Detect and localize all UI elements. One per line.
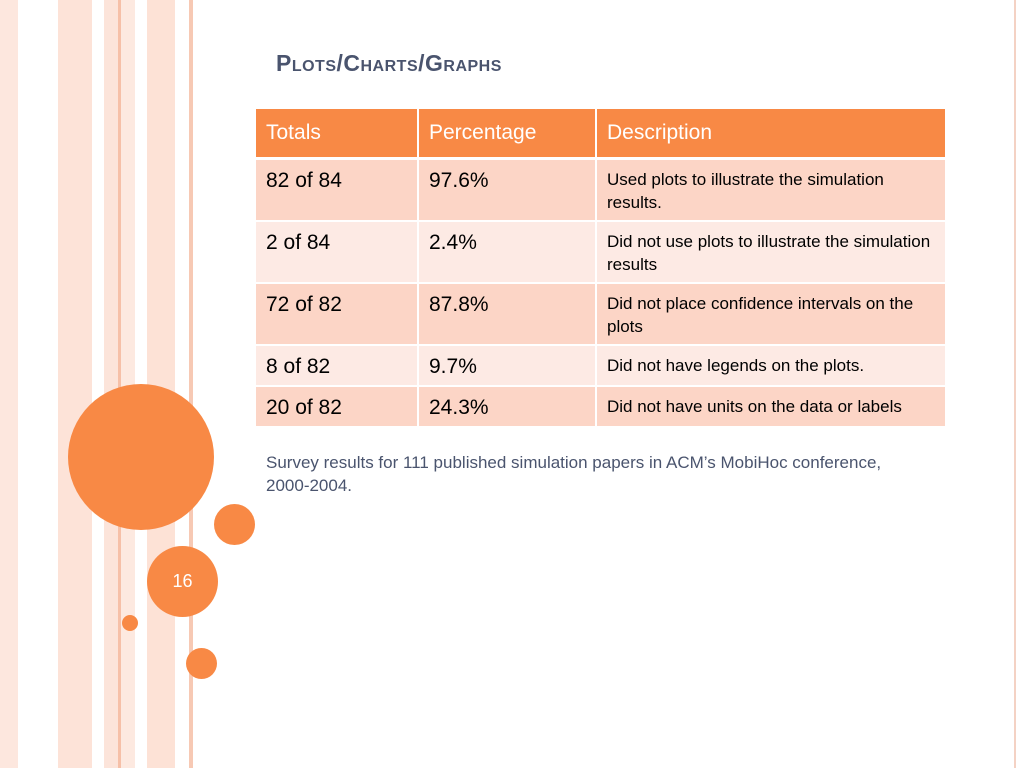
cell-description: Used plots to illustrate the simulation results. (596, 159, 946, 222)
cell-description: Did not use plots to illustrate the simulation results (596, 221, 946, 283)
table-row (256, 283, 946, 345)
decor-circle-large (68, 384, 214, 530)
cell-totals: 72 of 82 (256, 283, 418, 345)
slide-title: Plots/Charts/Graphs (276, 50, 502, 76)
results-table (256, 109, 947, 428)
table-row (256, 221, 946, 283)
decor-circle-tiny (122, 615, 138, 631)
table-header-row (256, 109, 946, 159)
table-caption: Survey results for 111 published simulation papers in ACM’s MobiHoc conference, 2000-2004. (266, 453, 882, 495)
cell-totals: 2 of 84 (256, 221, 418, 283)
decor-right-line (1014, 0, 1016, 768)
cell-totals: 82 of 84 (256, 159, 418, 222)
cell-percentage: 87.8% (418, 283, 596, 345)
header-description: Description (596, 109, 946, 159)
table-row (256, 159, 946, 222)
cell-description: Did not have legends on the plots. (596, 345, 946, 386)
decor-circle-small (186, 648, 217, 679)
cell-description: Did not place confidence intervals on the plots (596, 283, 946, 345)
cell-percentage: 24.3% (418, 386, 596, 427)
cell-percentage: 2.4% (418, 221, 596, 283)
decor-stripe (175, 0, 189, 768)
cell-totals: 20 of 82 (256, 386, 418, 427)
header-totals: Totals (256, 109, 418, 159)
decor-circle-medium (214, 504, 255, 545)
decor-stripe (18, 0, 58, 768)
cell-percentage: 9.7% (418, 345, 596, 386)
table-row (256, 386, 946, 427)
cell-percentage: 97.6% (418, 159, 596, 222)
cell-totals: 8 of 82 (256, 345, 418, 386)
decor-stripe (92, 0, 104, 768)
page-number: 16 (172, 571, 193, 591)
page-number-badge (147, 546, 218, 617)
cell-description: Did not have units on the data or labels (596, 386, 946, 427)
table-row (256, 345, 946, 386)
decor-stripe (104, 0, 118, 768)
decor-stripe (0, 0, 18, 768)
header-percentage: Percentage (418, 109, 596, 159)
decor-stripe (58, 0, 92, 768)
